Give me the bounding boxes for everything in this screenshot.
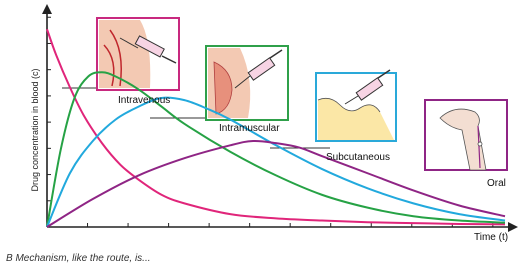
figure-caption: B Mechanism, like the route, is... — [6, 253, 151, 264]
intravenous-inset — [97, 18, 179, 90]
series-label-oral: Oral — [487, 178, 506, 189]
y-axis-label: Drug concentration in blood (c) — [30, 68, 40, 192]
subcutaneous-inset — [316, 70, 396, 141]
series-label-intravenous: Intravenous — [118, 95, 171, 106]
intramuscular-inset — [206, 46, 288, 120]
x-axis-label: Time (t) — [474, 232, 509, 243]
series-label-intramuscular: Intramuscular — [219, 123, 280, 134]
oral-inset — [425, 100, 507, 170]
y-axis-arrow — [42, 4, 52, 14]
leader-lines — [62, 88, 330, 148]
series-label-subcutaneous: Subcutaneous — [326, 152, 390, 163]
x-axis-arrow — [508, 222, 518, 232]
